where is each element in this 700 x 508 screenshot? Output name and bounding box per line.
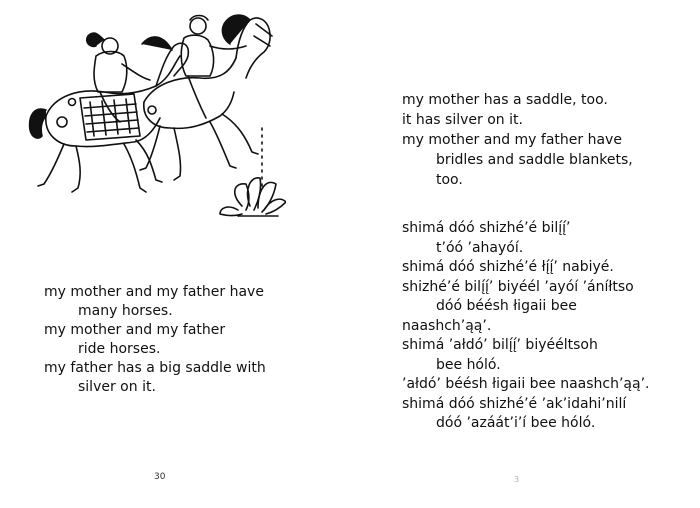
text-line: dóó ’azáát’i’í bee hóló. <box>436 415 596 431</box>
navajo-text <box>402 219 650 434</box>
text-line: shimá dóó shizhé’é bilį́į́’ <box>402 220 571 236</box>
text-line: my mother and my father <box>44 322 226 338</box>
text-line: my father has a big saddle with <box>44 360 266 376</box>
page-number: 30 <box>154 472 166 482</box>
horse-riders-illustration <box>24 6 286 220</box>
text-line: shizhé’é bilį́į́’ biyéél ’ayóí ’áníłtso <box>402 278 634 295</box>
right-page <box>350 0 700 508</box>
text-line: naashch’ąą’. <box>402 317 492 334</box>
text-line: it has silver on it. <box>402 112 523 128</box>
text-line: silver on it. <box>78 379 156 395</box>
text-line: too. <box>436 172 463 188</box>
text-line: many horses. <box>78 303 173 319</box>
text-line: my mother and my father have <box>402 132 622 148</box>
text-line: bee hóló. <box>436 356 501 373</box>
text-line: shimá dóó shizhé’é ’ak’idahi’nilí <box>402 395 627 412</box>
text-line: shimá ’ałdó’ bilį́į́’ biyééltsoh <box>402 337 598 353</box>
text-line: shimá dóó shizhé’é łį́į́’ nabiyé. <box>402 259 614 275</box>
english-text <box>402 90 633 190</box>
text-line: ’ałdó’ béésh łigaii bee naashch’ąą’. <box>402 376 650 392</box>
left-page-text <box>44 283 266 397</box>
text-line: dóó béésh łigaii bee <box>436 298 577 314</box>
text-line: bridles and saddle blankets, <box>436 152 633 168</box>
text-line: ride horses. <box>78 341 161 357</box>
page-number: 3 <box>514 475 520 484</box>
text-line: my mother has a saddle, too. <box>402 92 608 108</box>
text-line: t’óó ’ahayóí. <box>436 239 524 256</box>
text-line: my mother and my father have <box>44 284 264 300</box>
